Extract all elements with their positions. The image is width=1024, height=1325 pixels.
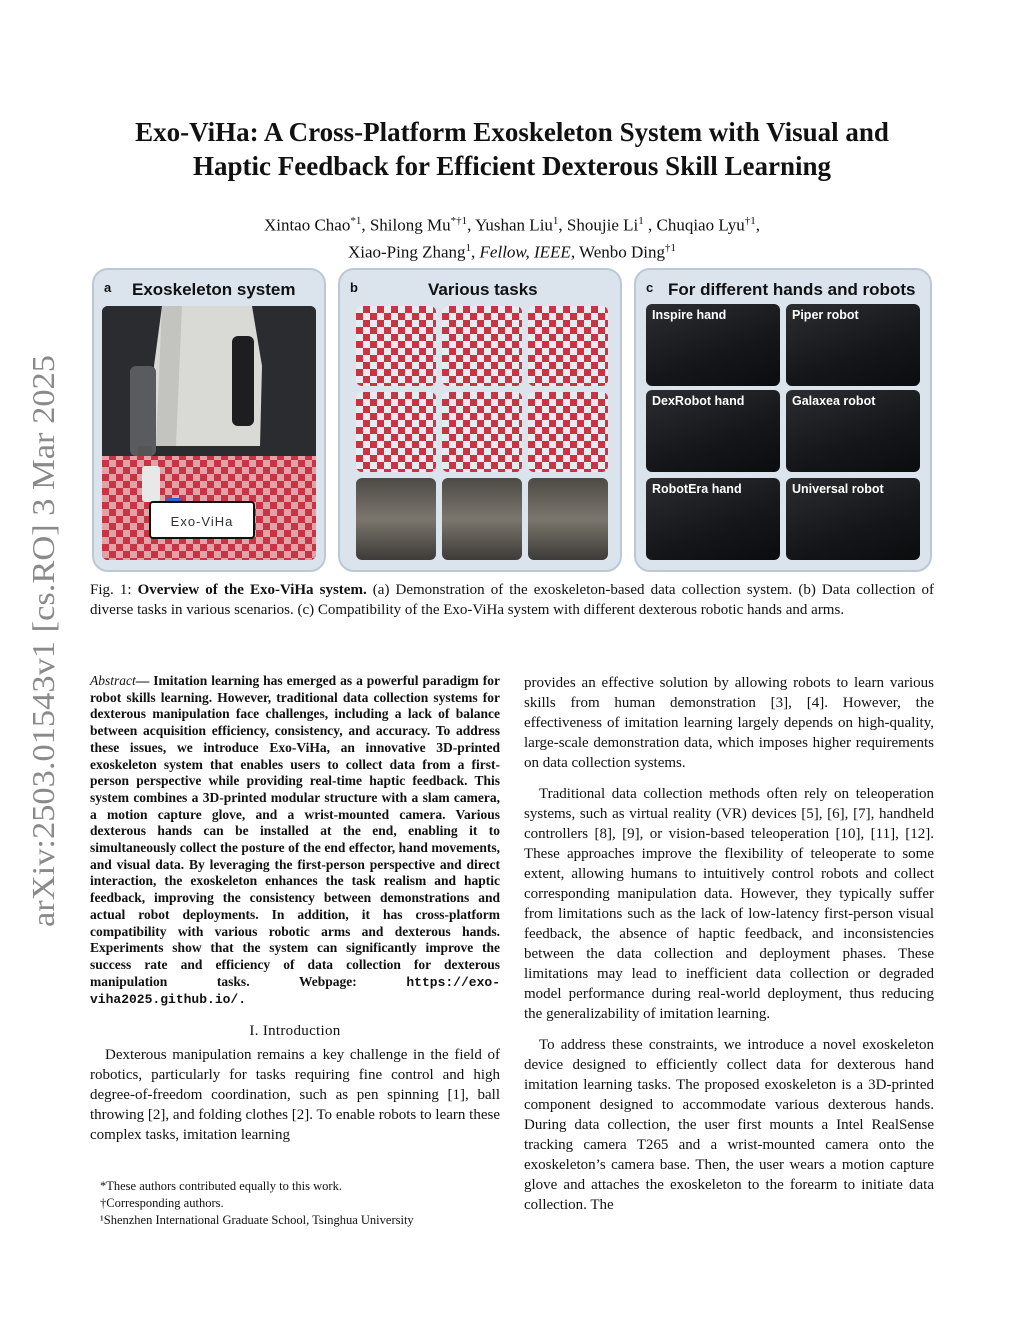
task-photo	[442, 392, 522, 472]
task-photo	[528, 306, 608, 386]
abstract	[90, 673, 500, 1009]
title-line-2: Haptic Feedback for Efficient Dexterous Skill Learning	[193, 151, 831, 181]
panel-b-letter: b	[350, 280, 358, 295]
author-name: Wenbo Ding	[579, 242, 666, 262]
author-affil: 1	[465, 241, 472, 254]
section-heading: I. Introduction	[249, 1023, 341, 1040]
abstract-text: — Imitation learning has emerged as a powerful paradigm for robot skills learning. However, traditional data collection systems for dexterous manipulation face challenges, including a lack of balance between acquisition efficiency, consistency, and accuracy. To address these issues, we introduce Exo-ViHa, an innovative 3D-printed exoskeleton system that enables users to collect data from a first-person perspective while providing real-time haptic feedback. This system combines a 3D-printed modular structure with a slam camera, a motion capture glove, and a wrist-mounted camera. Various dexterous hands can be installed at the end, enabling it to simultaneously collect the posture of the end effector, hand movements, and visual data. By leveraging the first-person perspective and direct interaction, the exoskeleton enhances the task realism and haptic feedback, improving the consistency between demonstrations and actual robot deployments. In addition, it has cross-platform compatibility with various robotic arms and dexterous hands. Experiments show that the system can significantly improve the success rate and efficiency of data collection for dexterous manipulation tasks. Webpage:	[90, 673, 500, 989]
footnote: *These authors contributed equally to this work.	[100, 1179, 342, 1193]
robot-photo	[646, 390, 780, 472]
robot-photo-label: Universal robot	[792, 482, 884, 496]
exoskeleton-photo-graphic	[102, 306, 316, 560]
author-affil: *†1	[450, 215, 468, 227]
panel-a-letter: a	[104, 280, 112, 295]
robot-photo-label: RobotEra hand	[652, 482, 742, 496]
robot-photo	[786, 390, 920, 472]
panel-c-title: For different hands and robots	[668, 280, 916, 299]
footnotes	[90, 1178, 500, 1229]
panel-c-letter: c	[646, 280, 654, 295]
robot-photo-label: Piper robot	[792, 308, 859, 322]
author-list	[90, 210, 934, 263]
author-affil: †1	[665, 241, 677, 254]
task-photo	[528, 392, 608, 472]
footnote: ¹Shenzhen International Graduate School, Tsinghua University	[100, 1213, 414, 1227]
intro-paragraph: Dexterous manipulation remains a key challenge in the field of robotics, particularly for tasks requiring fine control and high degree-of-freedom coordination, such as pen spinning [1], ball throwing [2], and folding clothes [2]. To enable robots to learn these complex tasks, imitation learning	[90, 1047, 500, 1144]
caption-label: Fig. 1:	[90, 582, 132, 598]
author-affil: 1	[638, 215, 644, 227]
exoskeleton-photo	[102, 306, 316, 560]
arxiv-identifier	[14, 352, 64, 932]
left-column	[90, 673, 500, 1145]
author-name: Shilong Mu	[369, 215, 451, 235]
author-line-2: Xiao-Ping Zhang$^1$, Fellow, IEEE, Wenbo Ding$^{\dagger 1}$	[347, 241, 677, 262]
author-name: Xiao-Ping Zhang	[347, 242, 466, 262]
robot-photo	[786, 304, 920, 386]
robot-photo	[646, 304, 780, 386]
caption-bold: Overview of the Exo-ViHa system.	[137, 582, 367, 598]
abstract-label: Abstract	[90, 673, 136, 688]
task-photo	[442, 478, 522, 560]
task-photo	[356, 392, 436, 472]
whiteboard-text: Exo-ViHa	[170, 514, 234, 529]
arxiv-identifier-graphic	[14, 352, 64, 932]
right-column	[524, 673, 934, 1215]
caption-text: (a) Demonstration of the exoskeleton-based data collection system. (b) Data collection of diverse tasks in various scenarios. (c) Compatibility of the Exo-ViHa system with different dexterous robotic hands and arms.	[90, 582, 935, 618]
robot-photo	[646, 478, 780, 560]
figure-panel-b	[338, 268, 622, 572]
figure-1	[92, 268, 932, 572]
arxiv-identifier-text: arXiv:2503.01543v1 [cs.RO] 3 Mar 2025	[25, 395, 61, 927]
footnote: †Corresponding authors.	[100, 1196, 224, 1210]
task-photo	[356, 306, 436, 386]
author-fellow-note: Fellow, IEEE	[479, 242, 571, 262]
author-affil: †1	[744, 215, 756, 227]
author-affil: 1	[552, 215, 559, 227]
paper-title	[90, 115, 934, 183]
webpage-link[interactable]: https://exo-viha2025.github.io/.	[90, 974, 500, 1008]
author-name: Chuqiao Lyu	[656, 215, 745, 235]
author-name: Shoujie Li	[566, 215, 639, 235]
robot-photo-label: Galaxea robot	[792, 394, 876, 408]
figure-panel-a	[92, 268, 326, 572]
robot-photo	[786, 478, 920, 560]
task-photo	[528, 478, 608, 560]
panel-a-title: Exoskeleton system	[132, 280, 296, 299]
title-line-1: Exo-ViHa: A Cross-Platform Exoskeleton System with Visual and	[135, 117, 889, 147]
panel-b-title: Various tasks	[428, 280, 538, 299]
figure-caption	[90, 580, 934, 620]
author-line-1: Xintao Chao$^{*1}$, Shilong Mu$^{*\dagger 1}$, Yushan Liu$^1$, Shoujie Li$^1$ , Chuqiao Lyu$^{\dagger 1}$,	[263, 215, 761, 235]
author-name: Yushan Liu	[475, 215, 553, 235]
task-photo	[442, 306, 522, 386]
body-paragraph: To address these constraints, we introduce a novel exoskeleton device designed to efficiently collect data for dexterous hand imitation learning tasks. The proposed exoskeleton is a 3D-printed component designed to accommodate various dexterous hands. During data collection, the user first mounts a Intel RealSense tracking camera T265 and a wrist-mounted camera onto the exoskeleton’s camera base. Then, the user wears a motion capture glove and attaches the exoskeleton to the forearm to initiate data collection. The	[524, 1037, 934, 1213]
task-photo	[356, 478, 436, 560]
author-affil: *1	[350, 215, 362, 227]
robot-photo-label: Inspire hand	[652, 308, 727, 322]
figure-panel-c	[634, 268, 932, 572]
body-paragraph: provides an effective solution by allowing robots to learn various skills from human demonstration [3], [4]. However, the effectiveness of imitation learning largely depends on high-quality, large-scale demonstration data, which imposes higher requirements on data collection systems.	[524, 675, 934, 771]
author-name: Xintao Chao	[263, 215, 351, 235]
robot-photo-label: DexRobot hand	[652, 394, 745, 408]
body-paragraph: Traditional data collection methods often rely on teleoperation systems, such as virtual reality (VR) devices [5], [6], [7], handheld controllers [8], [9], or vision-based teleoperation [10], [11], [12]. These approaches improve the flexibility of teleoperate to some extent, allowing humans to intuitively control robots and collect corresponding manipulation data. However, they typically suffer from limitations such as the lack of low-latency first-person visual feedback, the absence of haptic feedback, and inconsistencies between the data collection and deployment phases. These limitations may lead to inefficient data collection or degraded model performance during real-world deployment, thus reducing the generalizability of imitation learning.	[524, 786, 934, 1022]
